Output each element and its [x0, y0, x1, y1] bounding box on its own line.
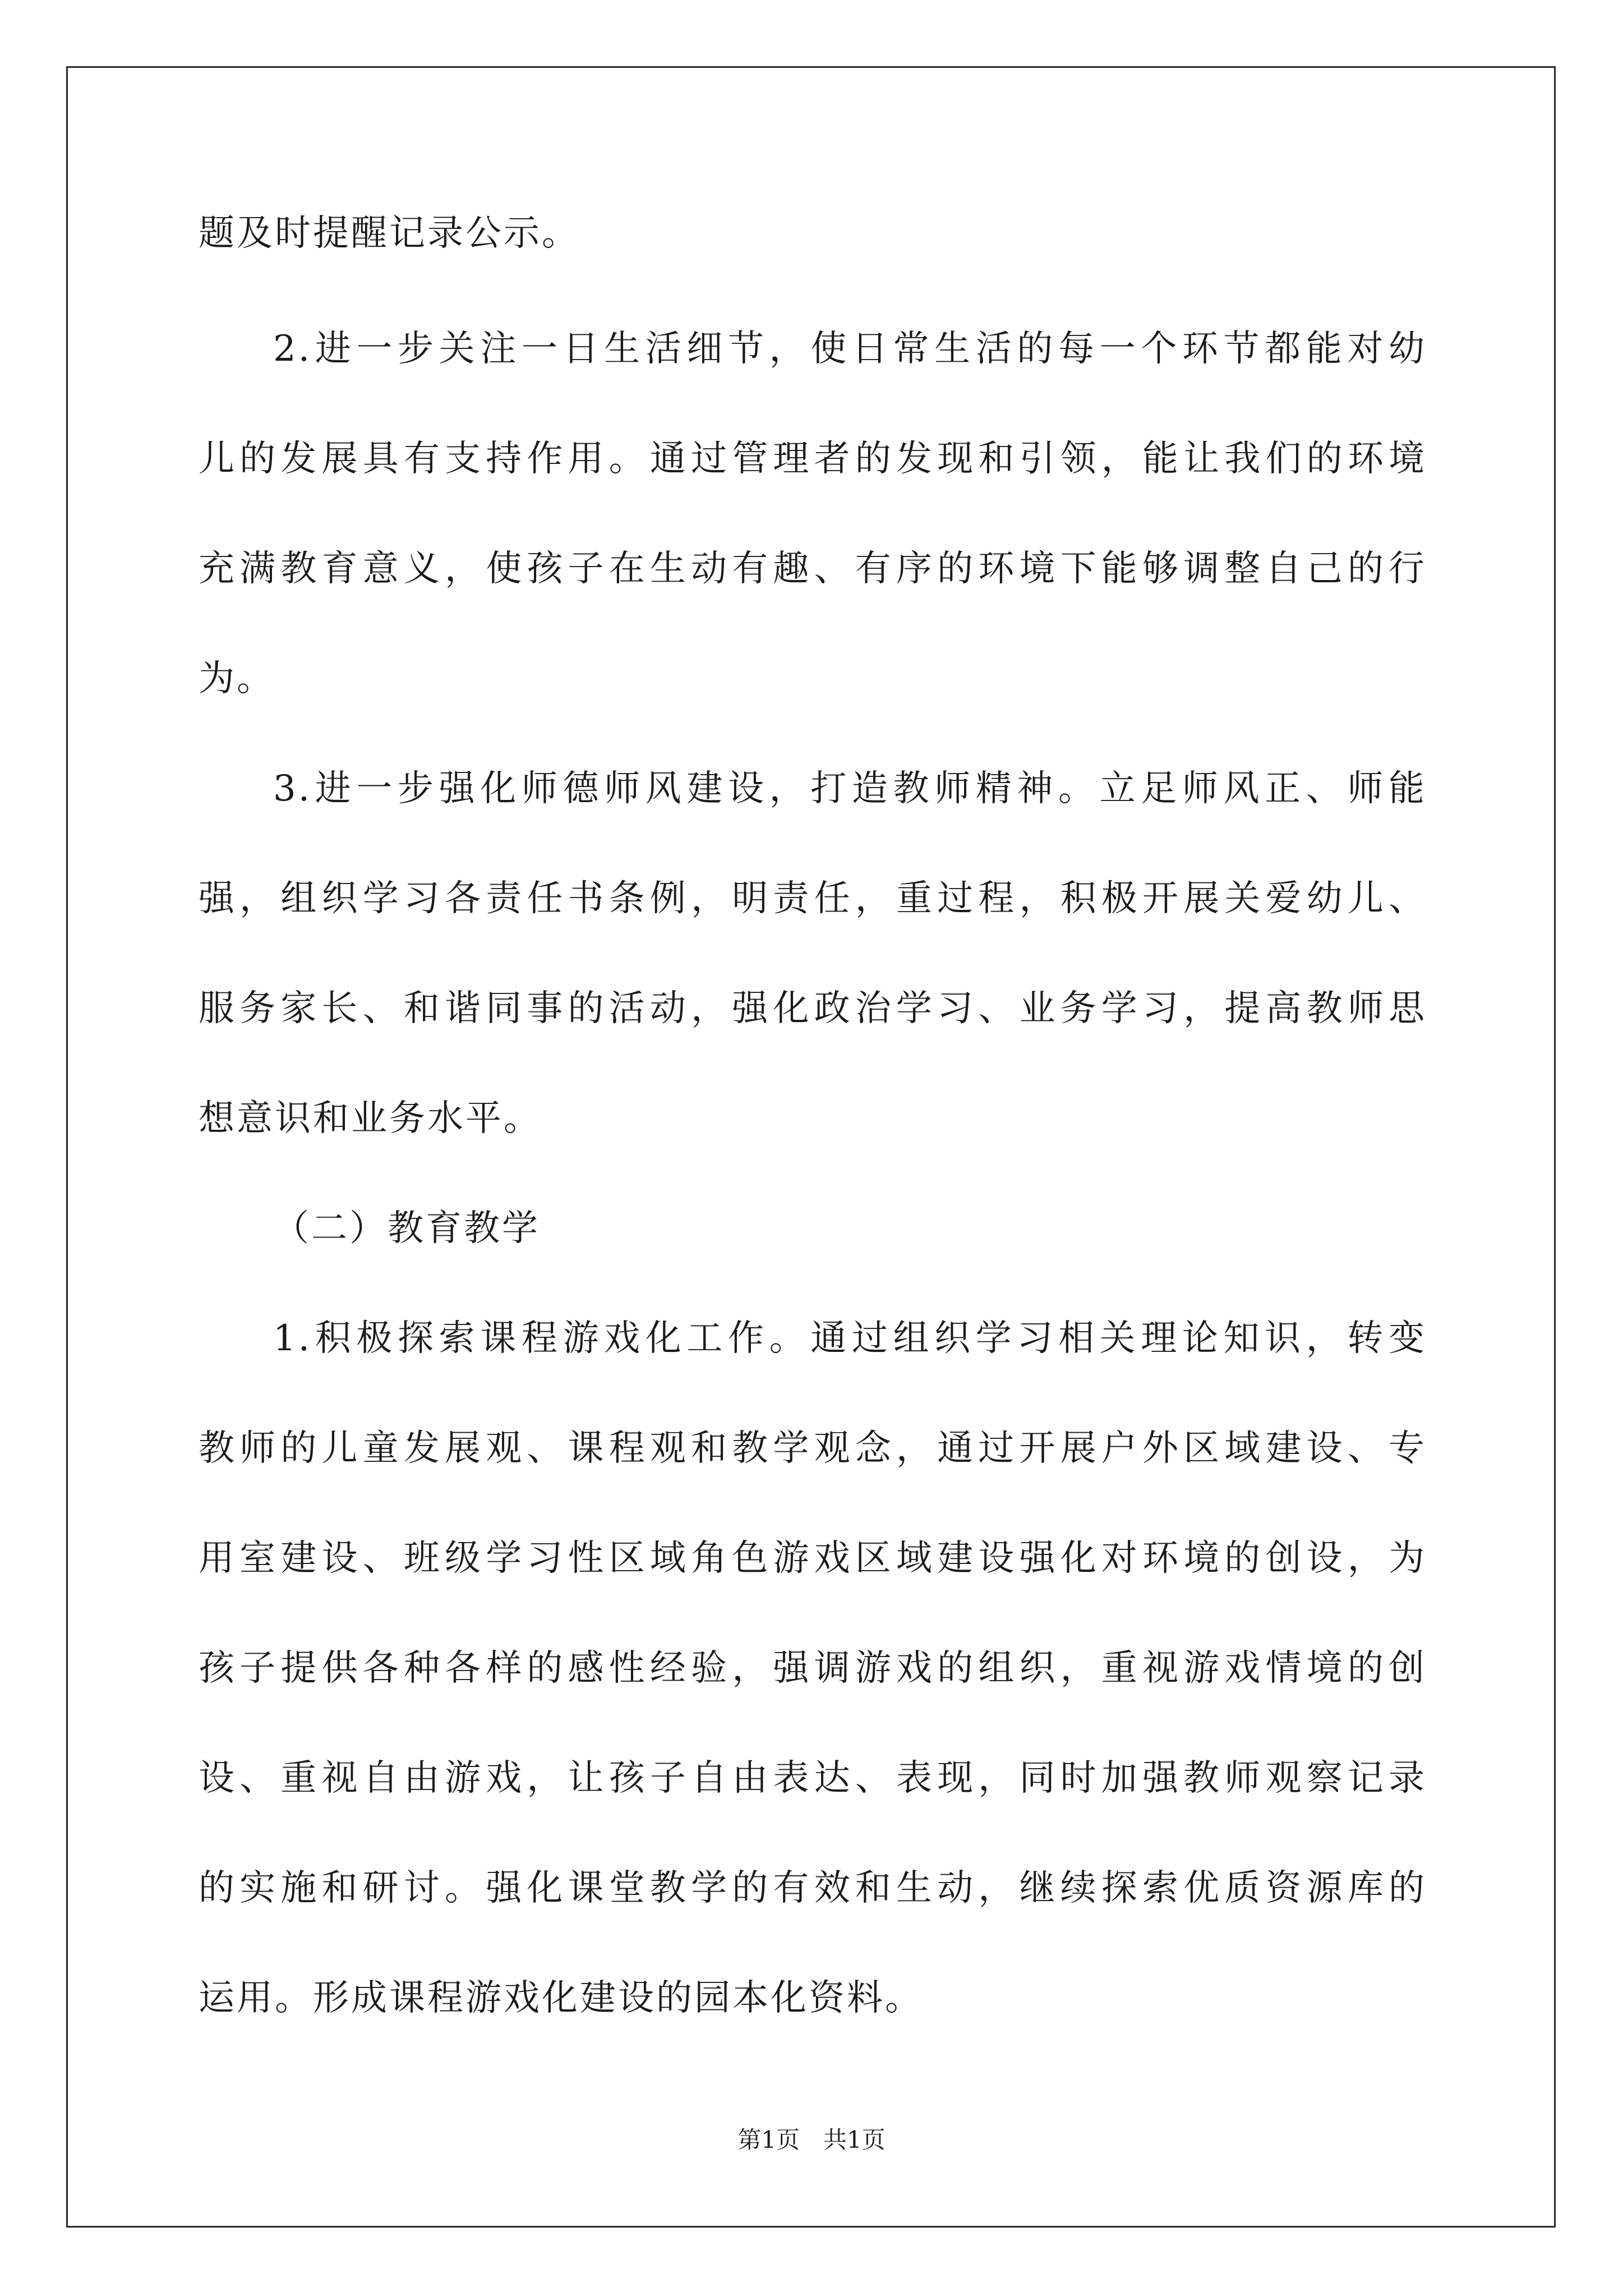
text-line: 3.进一步强化师德师风建设，打造教师精神。立足师风正、师能 [273, 768, 1427, 809]
text-line: 设、重视自由游戏，让孩子自由表达、表现，同时加强教师观察记录 [199, 1757, 1427, 1799]
text-line: 儿的发展具有支持作用。通过管理者的发现和引领，能让我们的环境 [199, 438, 1427, 480]
text-line: 充满教育意义，使孩子在生动有趣、有序的环境下能够调整自己的行 [199, 548, 1427, 590]
text-line: 教师的儿童发展观、课程观和教学观念，通过开展户外区域建设、专 [199, 1428, 1427, 1469]
text-line: 1.积极探索课程游戏化工作。通过组织学习相关理论知识，转变 [273, 1318, 1427, 1359]
text-line: 想意识和业务水平。 [199, 1098, 542, 1139]
text-line: 2.进一步关注一日生活细节，使日常生活的每一个环节都能对幼 [273, 328, 1427, 370]
text-line: 题及时提醒记录公示。 [199, 213, 580, 254]
text-line: 的实施和研讨。强化课堂教学的有效和生动，继续探索优质资源库的 [199, 1867, 1427, 1909]
text-line: 服务家长、和谐同事的活动，强化政治学习、业务学习，提高教师思 [199, 988, 1427, 1029]
text-line: 孩子提供各种各样的感性经验，强调游戏的组织，重视游戏情境的创 [199, 1648, 1427, 1689]
section-heading: （二）教育教学 [273, 1208, 540, 1249]
text-line: 运用。形成课程游戏化建设的园本化资料。 [199, 1977, 923, 2019]
page-number-footer: 第1页 共1页 [737, 2126, 886, 2154]
text-line: 强，组织学习各责任书条例，明责任，重过程，积极开展关爱幼儿、 [199, 878, 1427, 919]
text-line: 为。 [199, 658, 275, 700]
text-line: 用室建设、班级学习性区域角色游戏区域建设强化对环境的创设，为 [199, 1538, 1427, 1579]
